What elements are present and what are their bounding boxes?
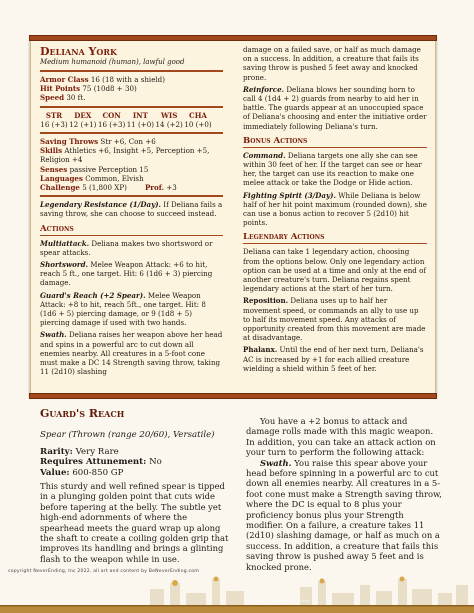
item-attunement: Requires Attunement: No [40, 457, 162, 468]
ability-header: CHA [189, 110, 207, 120]
languages: Languages Common, Elvish [40, 173, 144, 183]
action-reinforce: Reinforce. Deliana blows her sounding horn to call 4 (1d4 + 2) guards from nearby to aid her in battle. The guards appear at an unoccupied space of Deliana's choosing and enter the initiative order immediately following Deliana's turn. [243, 84, 427, 131]
item-rules-text [246, 416, 442, 572]
divider [40, 195, 223, 197]
challenge: Challenge 5 (1,800 XP) Prof. +3 [40, 183, 177, 193]
skills: Skills Athletics +6, Insight +5, Perception +5, Religion +4 [40, 146, 210, 165]
ability-headers [40, 111, 212, 120]
armor-class: Armor Class 16 (18 with a shield) [40, 75, 165, 84]
stat-block-bottom-bar [29, 393, 437, 399]
stat-block-left-column [40, 45, 223, 379]
action-swath: Swath. Deliana raises her weapon above her head and spins in a powerful arc to cut down all enemies nearby. All creatures in a 5-foot cone must make a DC 14 Strength saving throw, taking 11 (2d10) slashing [40, 330, 223, 377]
ability-header: WIS [160, 110, 178, 120]
ability-value: 16 (+3) [40, 119, 68, 129]
item-subtitle: Spear (Thrown (range 20/60), Versatile) [40, 430, 215, 440]
action-guards-reach: Guard's Reach (+2 Spear). Melee Weapon Attack: +8 to hit, reach 5ft., one target. Hit: 8 (1d6 + 5) piercing damage, or 9 (1d8 + 5) piercing damage if used with two hands. [40, 290, 206, 328]
legendary-reposition: Reposition. Deliana uses up to half her movement speed, or commands an ally to use up to half its movement speed. Any attacks of opportunity created from this movement are made at disadvantage. [243, 296, 426, 343]
stat-block [30, 38, 436, 396]
creature-type: Medium humanoid (human), lawful good [40, 58, 185, 66]
item-properties [40, 447, 162, 478]
ability-value: 12 (+1) [69, 119, 97, 129]
stat-block-right-column [243, 45, 427, 376]
action-multiattack: Multiattack. Deliana makes two shortsword or spear attacks. [40, 238, 213, 257]
ability-header: DEX [74, 110, 92, 120]
item-description: This sturdy and well refined spear is tipped in a plunging golden point that cuts wide before tapering at the belly. The subtle yet high-end adornments of where the spearhead meets the guard wrap up along the shaft to create a coiling golden grip that improves its handling and brings a glinting flash to the weapon while in use. [40, 481, 229, 564]
divider [40, 106, 223, 108]
ability-header: STR [45, 110, 63, 120]
divider [40, 132, 223, 134]
bonus-fighting-spirit: Fighting Spirit (3/Day). While Deliana is below half of her hit point maximum (rounded down), she can use a bonus action to recover 5 (2d10) hit points. [243, 190, 427, 228]
legendary-intro: Deliana can take 1 legendary action, choosing from the options below. Only one legendary action option can be used at a time and only at the end of another creature's turn. Deliana regains spent legendary actions at the start of her turn. [243, 247, 426, 294]
legendary-actions-heading: Legendary Actions [243, 232, 427, 244]
hit-points: Hit Points 75 (10d8 + 30) [40, 84, 137, 94]
trait-legendary-resistance: Legendary Resistance (1/Day). If Deliana fails a saving throw, she can choose to succeed instead. [40, 200, 223, 219]
item-title: Guard's Reach [40, 407, 125, 420]
ability-header: CON [102, 110, 121, 120]
item-intro: You have a +2 bonus to attack and damage rolls made with this magic weapon. In addition, you can take an attack action on your turn to perform the following attack: [246, 416, 436, 458]
saving-throws: Saving Throws Str +6, Con +6 [40, 137, 156, 147]
bonus-actions-heading: Bonus Actions [243, 136, 427, 148]
ability-header: INT [132, 110, 148, 120]
ability-value: 10 (+0) [184, 119, 212, 129]
copyright-text: copyright NeverEnding, Inc 2022. all art and content by BeNeverEnding.com [8, 569, 199, 574]
senses: Senses passive Perception 15 [40, 164, 149, 174]
ability-value: 11 (+0) [126, 119, 155, 129]
action-swath-continued: damage on a failed save, or half as much damage on a success. In addition, a creature that fails its saving throw is pushed 5 feet away and knocked prone. [243, 45, 421, 82]
bonus-command: Command. Deliana targets one ally she can see within 30 feet of her. If the target can see or hear her, the target can use its reaction to make one melee attack or take the Dodge or Hide action. [243, 150, 422, 188]
actions-heading: Actions [40, 224, 223, 236]
ability-value: 16 (+3) [97, 119, 126, 129]
skyline-footer-art [0, 575, 474, 613]
ability-value: 14 (+2) [155, 119, 183, 129]
divider [40, 70, 223, 72]
chapter-label: Anansi's Tapestry of Lives [250, 599, 310, 604]
speed: Speed 30 ft. [40, 93, 86, 103]
item-rarity: Rarity: Very Rare [40, 447, 119, 457]
item-swath: Swath. You raise this spear above your head before spinning in a powerful arc to cut down all enemies nearby. All creatures in a 5-foot cone must make a Strength saving throw, where the DC is equal to 8 plus your proficiency bonus plus your Strength modifier. On a failure, a creature takes 11 (2d10) slashing damage, or half as much on a success. In addition, a creature that fails this saving throw is pushed away 5 feet and is knocked prone. [246, 457, 442, 572]
ability-values [40, 120, 212, 129]
item-value: Value: 600-850 GP [40, 467, 124, 478]
action-shortsword: Shortsword. Melee Weapon Attack: +6 to hit, reach 5 ft., one target. Hit: 6 (1d6 + 3) piercing damage. [40, 260, 213, 288]
creature-name: Deliana York [40, 45, 117, 58]
legendary-phalanx: Phalanx. Until the end of her next turn, Deliana's AC is increased by +1 for each allied creature wielding a shield within 5 feet of her. [243, 345, 424, 373]
stat-block-top-bar [29, 35, 437, 41]
